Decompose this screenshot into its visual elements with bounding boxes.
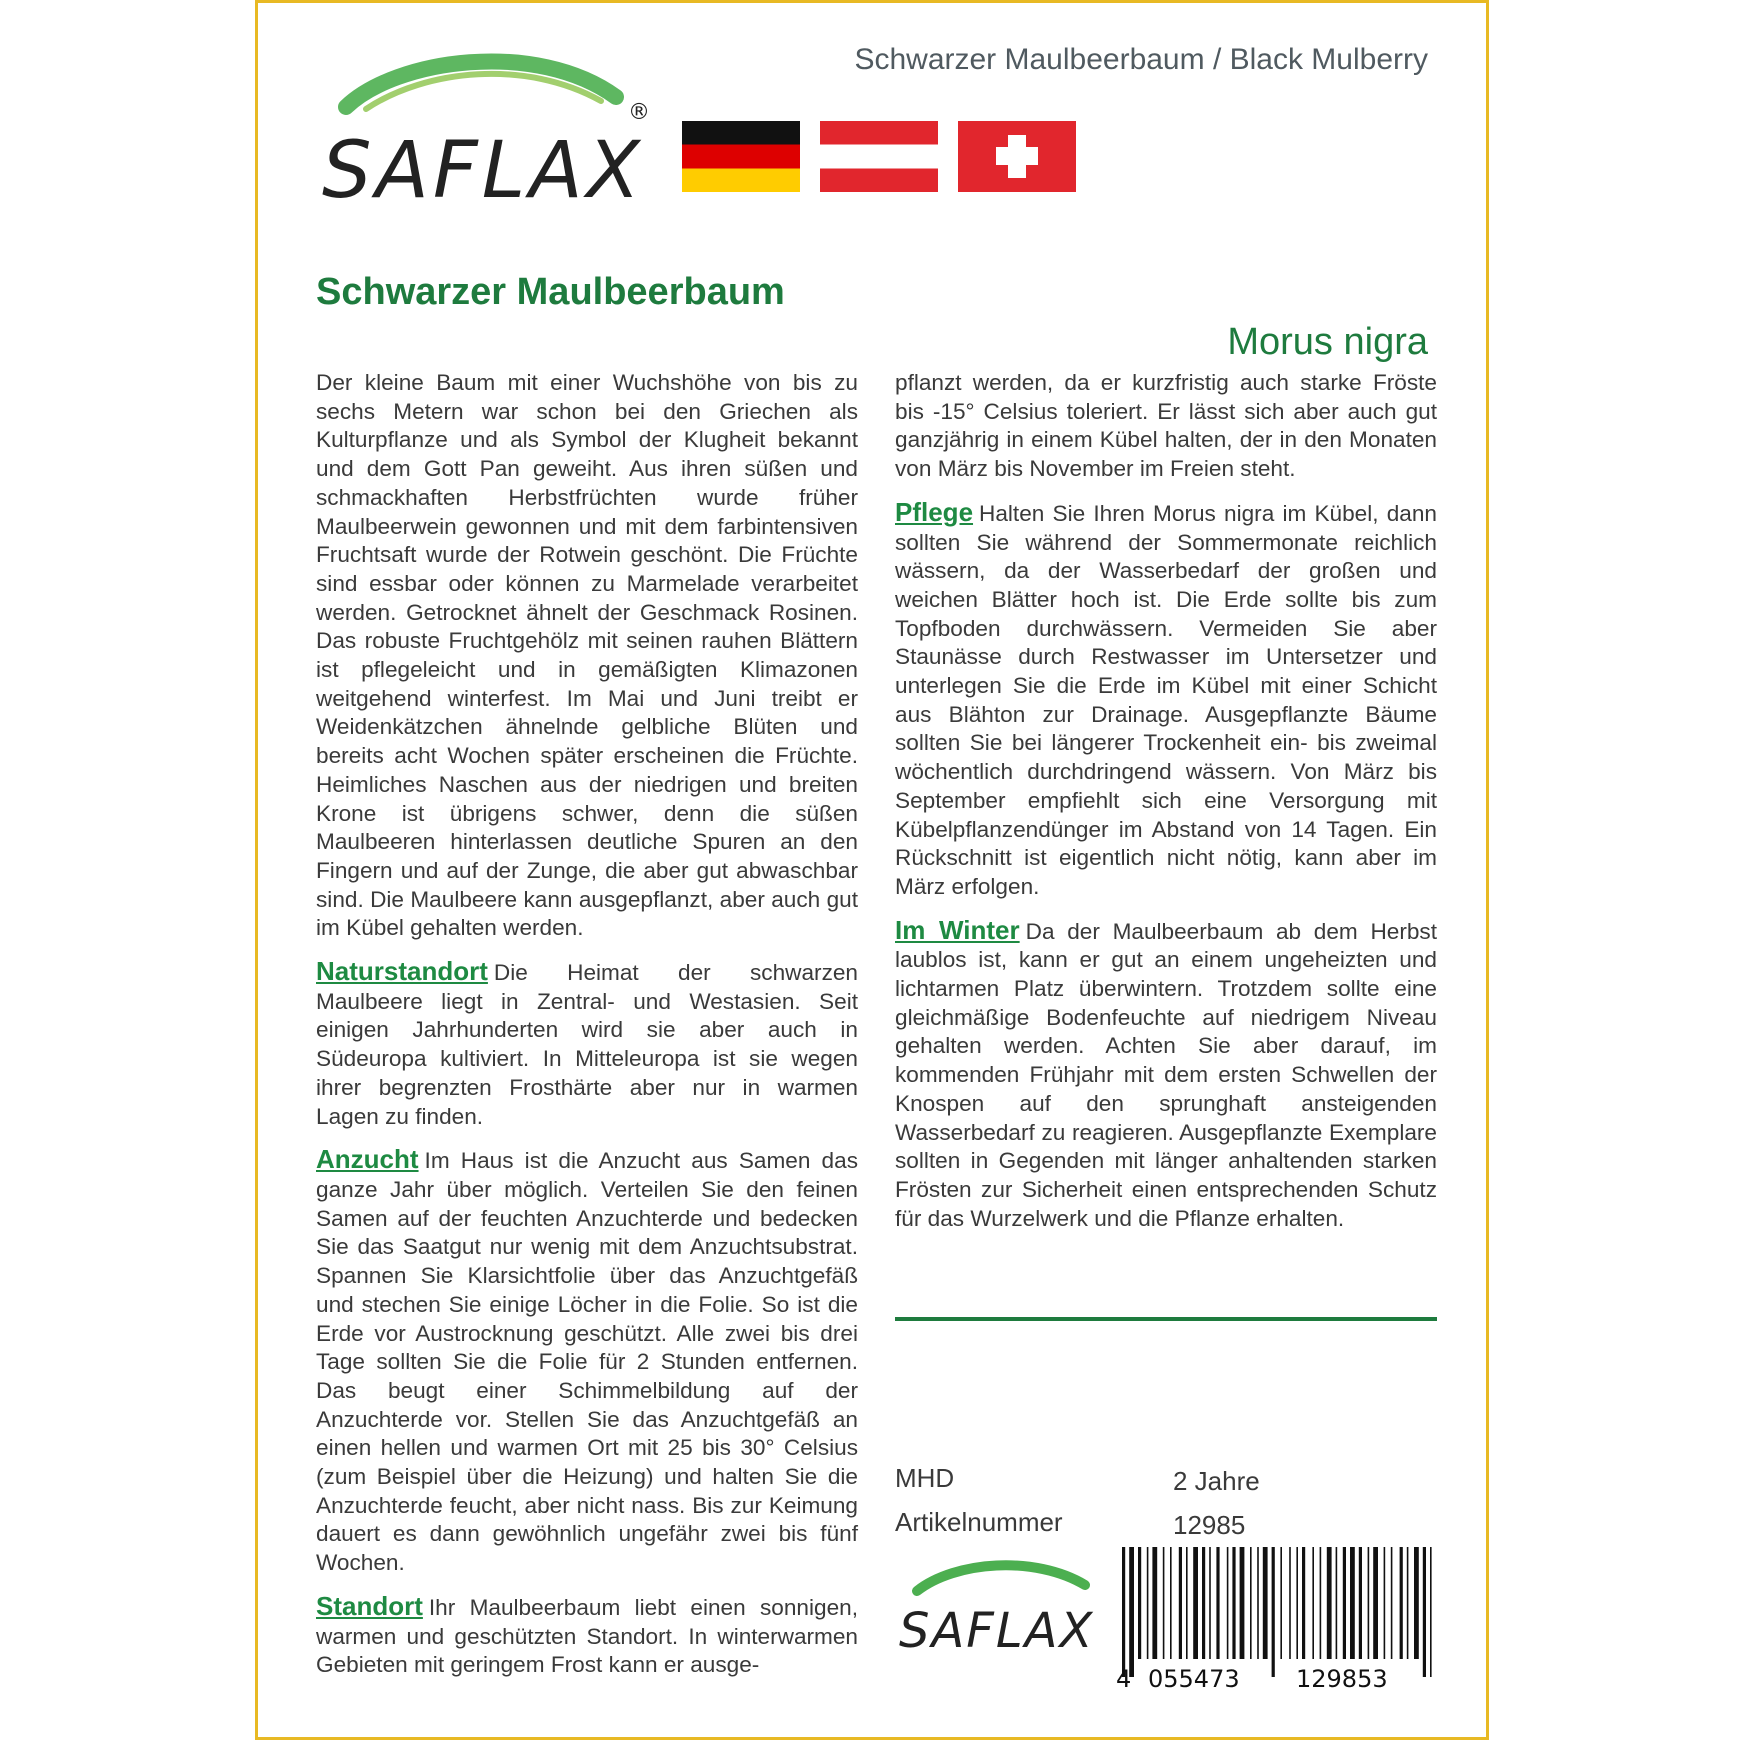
winter-heading: Im Winter bbox=[895, 914, 1020, 945]
barcode-bar bbox=[1129, 1547, 1134, 1677]
naturstandort-paragraph bbox=[316, 957, 858, 1131]
barcode-bar bbox=[1170, 1547, 1172, 1659]
barcode-bar bbox=[1232, 1547, 1235, 1659]
winter-paragraph bbox=[895, 916, 1437, 1234]
pflege-text: Halten Sie Ihren Morus nigra im Kübel, dann sollten Sie während der Sommermonate reichlich wässern, da der Wasserbedarf der großen und weichen Blätter hoch ist. Die Erde sollte bis zum Topfboden durchwässern. Vermeiden Sie aber Staunässe durch Restwasser im Untersetzer und unterlegen Sie die Erde im Kübel mit einer Schicht aus Blähton zur Drainage. Ausgepflanzte Bäume sollten Sie bei längerer Trockenheit ein- bis zweimal wöchentlich durchdringend wässern. Von März bis September empfiehlt sich eine Versorgung mit Kübelpflanzendünger im Abstand von 14 Tagen. Ein Rückschnitt ist eigentlich nicht nötig, kann aber im März erfolgen. bbox=[895, 500, 1437, 899]
barcode-bar bbox=[1240, 1547, 1245, 1659]
mhd-value: 2 Jahre bbox=[1173, 1466, 1260, 1496]
barcode-bar bbox=[1343, 1547, 1346, 1659]
barcode bbox=[1116, 1547, 1437, 1693]
anzucht-heading: Anzucht bbox=[316, 1144, 419, 1175]
logo-wordmark: SAFLAX bbox=[322, 126, 644, 216]
flag-row bbox=[682, 121, 1076, 192]
barcode-bar bbox=[1423, 1547, 1426, 1677]
barcode-bar bbox=[1138, 1547, 1141, 1659]
flag-austria-icon bbox=[820, 121, 938, 192]
barcode-bar bbox=[1391, 1547, 1393, 1659]
barcode-bar bbox=[1216, 1547, 1219, 1659]
barcode-bar bbox=[1296, 1547, 1298, 1659]
barcode-bar bbox=[1384, 1547, 1386, 1659]
standort-heading: Standort bbox=[316, 1590, 423, 1621]
barcode-bar bbox=[1320, 1547, 1322, 1659]
product-sheet bbox=[255, 0, 1489, 1740]
pflege-heading: Pflege bbox=[895, 496, 974, 527]
standort-text: Ihr Maulbeerbaum liebt einen sonnigen, warmen und geschützten Standort. In winterwarmen Gebieten mit geringem Frost kann er ausge- bbox=[316, 1594, 858, 1678]
anzucht-text: Im Haus ist die Anzucht aus Samen das ganze Jahr über möglich. Verteilen Sie den feinen Samen auf der feuchten Anzuchterde und bedecken Sie das Saatgut nur wenig mit dem Anzuchtsubstrat. Spannen Sie Klarsichtfolie über das Anzuchtgefäß und stechen Sie einige Löcher in die Folie. So ist die Erde vor Austrocknung geschützt. Alle zwei bis drei Tage sollten Sie die Folie für 2 Stunden entfernen. Das beugt einer Schimmelbildung auf der Anzuchterde vor. Stellen Sie das Anzuchtgefäß an einen hellen und warmen Ort mit 25 bis 30° Celsius (zum Beispiel über die Heizung) und halten Sie die Anzuchterde feucht, aber nicht nass. Bis zur Keimung dauert es dann gewöhnlich ungefähr zwei bis fünf Wochen. bbox=[316, 1148, 858, 1576]
barcode-left-digits: 055473 bbox=[1148, 1665, 1240, 1693]
barcode-bar bbox=[1152, 1547, 1157, 1659]
barcode-bar bbox=[1209, 1547, 1211, 1659]
article-number-value: 12985 bbox=[1173, 1510, 1246, 1540]
barcode-bar bbox=[1373, 1547, 1378, 1659]
barcode-bar bbox=[1250, 1547, 1252, 1659]
barcode-bar bbox=[1272, 1547, 1275, 1677]
barcode-bar bbox=[1122, 1547, 1125, 1677]
barcode-digit-first: 4 bbox=[1116, 1665, 1132, 1693]
right-column bbox=[895, 369, 1437, 1247]
barcode-bar bbox=[1257, 1547, 1259, 1659]
mhd-label: MHD bbox=[895, 1463, 955, 1493]
saflax-logo-small bbox=[895, 1551, 1095, 1659]
barcode-bar bbox=[1430, 1547, 1432, 1677]
left-column bbox=[316, 369, 858, 1694]
barcode-bar bbox=[1368, 1547, 1370, 1659]
anzucht-paragraph bbox=[316, 1145, 858, 1578]
barcode-bar bbox=[1350, 1547, 1355, 1659]
barcode-bar bbox=[1289, 1547, 1291, 1659]
standort-continued: pflanzt werden, da er kurzfristig auch starke Fröste bis -15° Celsius toleriert. Er lässt sich aber auch gut ganzjährig in einem Kübel halten, der in den Monaten von März bis November im Freien steht. bbox=[895, 370, 1437, 482]
barcode-bar bbox=[1280, 1547, 1282, 1659]
barcode-bar bbox=[1202, 1547, 1205, 1659]
intro-paragraph: Der kleine Baum mit einer Wuchshöhe von bis zu sechs Metern war schon bei den Griechen als Kulturpflanze und als Symbol der Klugheit bekannt und dem Gott Pan geweiht. Aus ihren süßen und schmackhaften Herbstfrüchten wurde früher Maulbeerwein gewonnen und mit dem farbintensiven Fruchtsaft wurde der Rotwein geschönt. Die Früchte sind essbar oder können zu Marmelade verarbeitet werden. Getrocknet ähnelt der Geschmack Rosinen. Das robuste Fruchtgehölz mit seinen rauhen Blättern ist pflegeleicht und in gemäßigten Klimazonen weitgehend winterfest. Im Mai und Juni treibt er Weidenkätzchen ähnelnde gelbliche Blüten und bereits acht Wochen später erscheinen die Früchte. Heimliches Naschen aus der niedrigen und breiten Krone ist übrigens schwer, denn die süßen Maulbeeren hinterlassen deutliche Spuren an den Fingern und auf der Zunge, die aber gut abwaschbar sind. Die Maulbeere kann ausgepflanzt, aber auch gut im Kübel gehalten werden. bbox=[316, 370, 858, 941]
barcode-bar bbox=[1414, 1547, 1419, 1659]
saflax-logo bbox=[316, 39, 650, 216]
product-title: Schwarzer Maulbeerbaum bbox=[316, 271, 785, 313]
barcode-bar bbox=[1193, 1547, 1198, 1659]
barcode-bar bbox=[1407, 1547, 1409, 1659]
barcode-bar bbox=[1163, 1547, 1165, 1659]
barcode-right-digits: 129853 bbox=[1296, 1665, 1388, 1693]
barcode-bar bbox=[1327, 1547, 1332, 1659]
logo-small-wordmark: SAFLAX bbox=[899, 1603, 1095, 1659]
barcode-bar bbox=[1147, 1547, 1149, 1659]
divider-line bbox=[895, 1317, 1437, 1321]
registered-mark: ® bbox=[628, 100, 650, 125]
latin-name: Morus nigra bbox=[1227, 321, 1428, 363]
barcode-bar bbox=[1336, 1547, 1338, 1659]
flag-switzerland-icon bbox=[958, 121, 1076, 192]
naturstandort-text: Die Heimat der schwarzen Maulbeere liegt in Zentral- und Westasien. Seit einigen Jahrhunderten wird sie aber auch in Südeuropa kultiviert. In Mitteleuropa ist sie wegen ihrer begrenzten Frosthärte aber nur in warmen Lagen zu finden. bbox=[316, 960, 858, 1129]
barcode-bar bbox=[1302, 1547, 1305, 1659]
barcode-bar bbox=[1312, 1547, 1314, 1659]
winter-text: Da der Maulbeerbaum ab dem Herbst laublos ist, kann er gut an einem ungeheizten und lichtarmen Platz überwintern. Trotzdem sollte eine gleichmäßige Bodenfeuchte auf niedrigem Niveau gehalten werden. Achten Sie aber darauf, im kommenden Frühjahr mit dem ersten Schwellen der Knospen auf den sprunghaft ansteigenden Wasserbedarf zu reagieren. Ausgepflanzte Exemplare sollten in Gegenden mit länger anhaltenden starken Frösten zur Sicherheit einen entsprechenden Schutz für das Wurzelwerk und die Pflanze erhalten. bbox=[895, 918, 1437, 1231]
header-title: Schwarzer Maulbeerbaum / Black Mulberry bbox=[854, 43, 1428, 76]
barcode-bar bbox=[1227, 1547, 1229, 1659]
barcode-bar bbox=[1400, 1547, 1403, 1659]
barcode-bar bbox=[1359, 1547, 1362, 1659]
barcode-bar bbox=[1186, 1547, 1188, 1659]
standort-paragraph bbox=[316, 1592, 858, 1680]
naturstandort-heading: Naturstandort bbox=[316, 956, 488, 987]
pflege-paragraph bbox=[895, 498, 1437, 902]
barcode-bar bbox=[1179, 1547, 1182, 1659]
article-number-label: Artikelnummer bbox=[895, 1507, 1063, 1537]
barcode-bar bbox=[1263, 1547, 1268, 1659]
flag-germany-icon bbox=[682, 121, 800, 192]
